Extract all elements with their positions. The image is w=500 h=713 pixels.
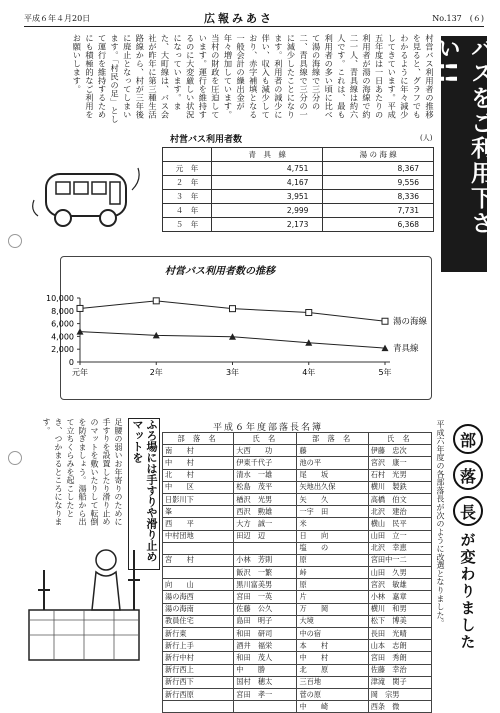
y-tick-label: 8,000 — [51, 306, 74, 316]
district-cell: 新行西上 — [163, 664, 234, 676]
leaders-intro-text: 平成六年度の各部落長が次のように改選となりました。 — [436, 420, 445, 628]
table-row — [163, 190, 434, 204]
leader-name-cell: 松下 博美 — [368, 615, 431, 627]
leader-name-cell: 宮沢 康一 — [368, 457, 431, 469]
leader-name-cell: 西条 微 — [368, 701, 431, 713]
district-cell: 教員住宅 — [163, 615, 234, 627]
district-cell: 南 村 — [163, 445, 234, 457]
table-header-row — [163, 433, 432, 445]
table-row — [163, 567, 432, 579]
table-row — [163, 493, 432, 505]
district-cell: 片 — [297, 591, 368, 603]
table-row — [163, 652, 432, 664]
y-tick-label: 0 — [68, 358, 74, 367]
leader-name-cell: 佐藤 幸治 — [368, 664, 431, 676]
district-cell: 北 原 — [297, 664, 368, 676]
x-tick-label: 3年 — [225, 368, 240, 377]
leader-name-cell: 山田 立一 — [368, 530, 431, 542]
district-cell: 湯の海南 — [163, 603, 234, 615]
leader-name-cell: 大方 誠一 — [234, 518, 297, 530]
y-tick-label: 4,000 — [51, 332, 74, 342]
leader-name-cell: 宮田中一二 — [368, 554, 431, 566]
table-row — [163, 518, 432, 530]
district-cell: 池の平 — [297, 457, 368, 469]
table-row — [163, 530, 432, 542]
yunoumi-cell: 7,731 — [323, 204, 434, 218]
table-row — [163, 591, 432, 603]
leader-name-cell: 宮田 秀朗 — [368, 652, 431, 664]
district-cell: 日影川下 — [163, 493, 234, 505]
ridership-table — [162, 147, 434, 232]
aogu-cell: 2,173 — [212, 218, 323, 232]
yunoumi-cell: 6,368 — [323, 218, 434, 232]
leader-name-cell: 伊藤 忠次 — [368, 445, 431, 457]
data-point — [230, 306, 236, 312]
district-cell: 三百地 — [297, 676, 368, 688]
leader-name-cell: 大西 功 — [234, 445, 297, 457]
bus-article-text: 村営バス利用者の推移を見ると、グラフでもわかるように年々減少してきています。平成五年度は一日あたりの利用者が湯の海線で約二一人、青具線は約六人です。これは、最も利用者の多い頃に比べて湯の海線で三分の二、青具線で三分の一に減少したことになります。利用者の減少に伴い、収入も減少しており、赤字補填となる一般会計の繰出金が年々増加しています。当村の財政を圧迫しています。運行を維持するのに大変厳しい状況になっています。また、大町線は、バス会社が昨年に第三種生活路線から、村が三年後に廃止となってしまいます。「村民の足」として運行を維持するためにも積極的なご利用をお願いします。 — [72, 34, 435, 124]
district-cell: 米 — [297, 518, 368, 530]
table-row — [163, 204, 434, 218]
table-header-row — [163, 148, 434, 162]
table-row — [163, 469, 432, 481]
table-header-cell: 部 落 名 — [297, 433, 368, 445]
table-header-cell: 部 落 名 — [163, 433, 234, 445]
issue-number: No.137 (６) — [432, 14, 484, 23]
table-row — [163, 457, 432, 469]
leader-name-cell: 宮田 一英 — [234, 591, 297, 603]
district-cell — [163, 567, 234, 579]
table-row — [163, 676, 432, 688]
district-cell: 中 村 — [297, 652, 368, 664]
issue-date: 平成６年４月20日 — [24, 14, 91, 23]
leader-name-cell: 宮沢 敏雄 — [368, 579, 431, 591]
table-row — [163, 701, 432, 713]
table-header-cell: 湯 の 海 線 — [323, 148, 434, 162]
table-row — [163, 542, 432, 554]
bus-illustration — [28, 160, 148, 240]
y-tick-label: 2,000 — [51, 345, 74, 355]
table-header-cell: 氏 名 — [234, 433, 297, 445]
district-cell — [163, 701, 234, 713]
bus-banner: バスをご利用下さい!! — [441, 36, 487, 272]
leader-name-cell: 横川 和男 — [368, 603, 431, 615]
leader-name-cell — [234, 701, 297, 713]
district-cell: 中 村 — [163, 457, 234, 469]
leader-name-cell: 宮田 孝一 — [234, 688, 297, 700]
newsletter-title: 広報みあさ — [204, 12, 274, 25]
leader-name-cell: 津滝 関子 — [368, 676, 431, 688]
district-cell: 新行西下 — [163, 676, 234, 688]
leader-name-cell: 岡 宗男 — [368, 688, 431, 700]
aogu-cell: 2,999 — [212, 204, 323, 218]
yunoumi-cell: 9,556 — [323, 176, 434, 190]
aogu-cell: 3,951 — [212, 190, 323, 204]
leader-name-cell: 松島 茂平 — [234, 481, 297, 493]
district-cell: 万 岡 — [297, 603, 368, 615]
district-cell: 中 崎 — [297, 701, 368, 713]
leader-name-cell: 小林 嘉章 — [368, 591, 431, 603]
leader-name-cell: 横川 製鉄 — [368, 481, 431, 493]
heading-circle-char: 落 — [453, 460, 483, 490]
district-cell: 新行上手 — [163, 640, 234, 652]
yunoumi-cell: 8,367 — [323, 162, 434, 176]
leader-name-cell: 中 勝 — [234, 664, 297, 676]
district-cell: 西 平 — [163, 518, 234, 530]
punch-hole — [8, 451, 22, 465]
district-cell: 中 区 — [163, 481, 234, 493]
bath-safety-heading: ふろ場には手すりや滑り止めマットを — [128, 418, 160, 570]
data-point — [306, 310, 312, 316]
table-row — [163, 688, 432, 700]
x-tick-label: 元年 — [72, 368, 88, 377]
table-row — [163, 481, 432, 493]
page-header — [24, 10, 484, 27]
table-row — [163, 603, 432, 615]
table-row — [163, 579, 432, 591]
year-cell: ５ 年 — [163, 218, 212, 232]
y-tick-label: 6,000 — [51, 319, 74, 329]
district-cell: 尾 坂 — [297, 469, 368, 481]
table-row — [163, 664, 432, 676]
leader-name-cell: 楢沢 光男 — [234, 493, 297, 505]
year-cell: ４ 年 — [163, 204, 212, 218]
district-cell — [163, 542, 234, 554]
bath-illustration — [24, 540, 154, 670]
district-cell: 本 村 — [297, 640, 368, 652]
table-header-cell: 氏 名 — [368, 433, 431, 445]
leader-name-cell: 酒井 福栄 — [234, 640, 297, 652]
ridership-line-chart — [20, 290, 450, 400]
district-cell: 日 向 — [297, 530, 368, 542]
leader-name-cell: 横山 民平 — [368, 518, 431, 530]
leaders-table — [162, 432, 432, 713]
heading-rest: が変わりました — [458, 532, 477, 651]
leader-name-cell: 北沢 建治 — [368, 506, 431, 518]
data-point — [382, 318, 388, 324]
district-cell: 宮 村 — [163, 554, 234, 566]
table-row — [163, 506, 432, 518]
leader-name-cell: 石村 光男 — [368, 469, 431, 481]
leader-name-cell: 高橋 伯文 — [368, 493, 431, 505]
leader-name-cell: 長田 光晴 — [368, 628, 431, 640]
leader-name-cell: 国村 穂太 — [234, 676, 297, 688]
leader-name-cell: 北沢 幸恵 — [368, 542, 431, 554]
ridership-table-title: 村営バス利用者数 — [170, 135, 243, 145]
district-cell: 矢地出久保 — [297, 481, 368, 493]
data-point — [153, 298, 159, 304]
punch-hole — [8, 234, 22, 248]
leader-name-cell: 黒川富美男 — [234, 579, 297, 591]
district-cell: 新行東 — [163, 628, 234, 640]
district-cell: 峯 — [163, 506, 234, 518]
leaders-heading — [448, 424, 488, 651]
leader-name-cell: 佐藤 公久 — [234, 603, 297, 615]
district-cell: 北 村 — [163, 469, 234, 481]
leader-name-cell: 山田 久男 — [368, 567, 431, 579]
table-header-cell: 青 具 線 — [212, 148, 323, 162]
aogu-cell: 4,751 — [212, 162, 323, 176]
district-cell: 峠 — [297, 567, 368, 579]
x-tick-label: 2年 — [149, 368, 163, 377]
district-cell: 向 山 — [163, 579, 234, 591]
table-row — [163, 445, 432, 457]
year-cell: ３ 年 — [163, 190, 212, 204]
district-cell: 新行西原 — [163, 688, 234, 700]
leaders-table-title: 平成６年度部落長名簿 — [213, 423, 324, 433]
bath-safety-text: 足腰の弱いお年寄りのために手すりを設置したり滑り止めのマットを敷いたりして転倒を防ぎましょう。湯船から出て立ちくらみを起こしたとき、つかまるところになります。 — [42, 418, 123, 526]
chart-title: 村営バス利用者数の推移 — [165, 266, 275, 277]
leader-name-cell — [234, 542, 297, 554]
year-cell: ２ 年 — [163, 176, 212, 190]
district-cell: 原 — [297, 579, 368, 591]
table-row — [163, 554, 432, 566]
district-cell: 菅の原 — [297, 688, 368, 700]
series-label: 湯の海線 — [393, 317, 428, 328]
y-tick-label: 10,000 — [46, 294, 74, 303]
district-cell: 大境 — [297, 615, 368, 627]
district-cell: 藤 — [297, 445, 368, 457]
district-cell: 湯の海西 — [163, 591, 234, 603]
x-tick-label: 5年 — [378, 368, 392, 377]
table-row — [163, 615, 432, 627]
table-row — [163, 176, 434, 190]
heading-circle-char: 部 — [453, 424, 483, 454]
series-label: 青具線 — [393, 344, 419, 355]
year-cell: 元 年 — [163, 162, 212, 176]
leader-name-cell: 小林 芳則 — [234, 554, 297, 566]
leader-name-cell: 飯沢 一繁 — [234, 567, 297, 579]
data-point — [77, 305, 83, 311]
leader-name-cell: 和田 茂人 — [234, 652, 297, 664]
district-cell: 一宇 田 — [297, 506, 368, 518]
ridership-table-unit: (人) — [420, 134, 433, 142]
table-row — [163, 162, 434, 176]
leader-name-cell: 西沢 勲雄 — [234, 506, 297, 518]
aogu-cell: 4,167 — [212, 176, 323, 190]
district-cell: 塩 の — [297, 542, 368, 554]
leader-name-cell: 清水 一雄 — [234, 469, 297, 481]
heading-circle-char: 長 — [453, 496, 483, 526]
x-tick-label: 4年 — [302, 368, 316, 377]
district-cell: 中の宿 — [297, 628, 368, 640]
table-header-cell — [163, 148, 212, 162]
table-row — [163, 628, 432, 640]
leader-name-cell: 島田 明子 — [234, 615, 297, 627]
table-row — [163, 218, 434, 232]
leader-name-cell: 田辺 辺 — [234, 530, 297, 542]
district-cell: 原 — [297, 554, 368, 566]
leader-name-cell: 山本 志朗 — [368, 640, 431, 652]
table-row — [163, 640, 432, 652]
leader-name-cell: 伊東千代子 — [234, 457, 297, 469]
leader-name-cell: 和田 研司 — [234, 628, 297, 640]
district-cell: 中村団地 — [163, 530, 234, 542]
district-cell: 矢 久 — [297, 493, 368, 505]
district-cell: 新行中村 — [163, 652, 234, 664]
yunoumi-cell: 8,336 — [323, 190, 434, 204]
